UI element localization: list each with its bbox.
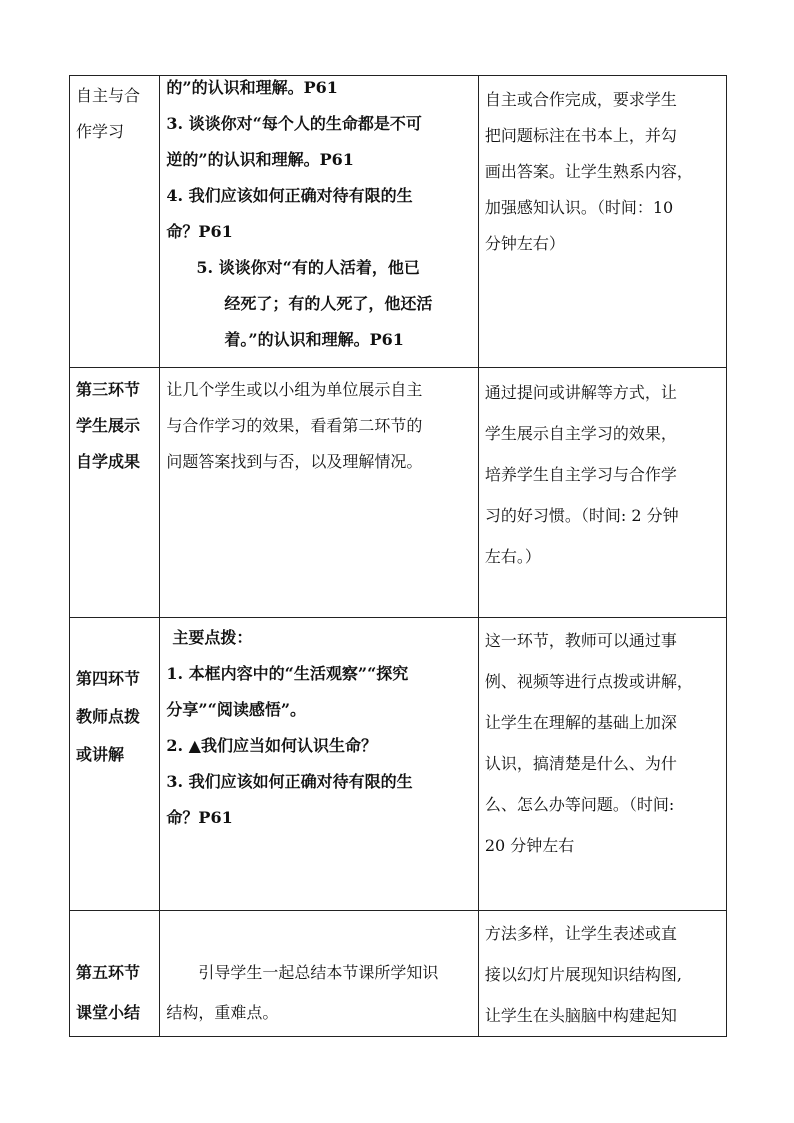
content-line: 命？P61 (166, 808, 233, 827)
row-content (160, 618, 478, 911)
note-line: 左右。） (484, 547, 541, 566)
content-line: 3. 谈谈你对“每个人的生命都是不可 (166, 114, 422, 133)
content-line: 与合作学习的效果，看看第二环节的 (166, 416, 423, 435)
row-label-line: 教师点拨 (76, 707, 141, 726)
content-line: 逆的”的认识和理解。P61 (166, 150, 354, 169)
note-line: 方法多样，让学生表述或直 (484, 924, 677, 943)
content-line: 2. ▲我们应当如何认识生命？ (166, 736, 377, 755)
note-line: 画出答案。让学生熟系内容， (484, 162, 693, 181)
row-label (70, 618, 160, 911)
row-content (160, 911, 478, 1037)
row-content (160, 76, 478, 368)
note-line: 认识，搞清楚是什么、为什 (484, 754, 677, 773)
lesson-plan-table (69, 75, 727, 1037)
content-line: 命？P61 (166, 222, 233, 241)
content-line: 分享”“阅读感悟”。 (166, 700, 307, 719)
row-label-line: 第五环节 (76, 963, 141, 982)
row-label-line: 第四环节 (76, 669, 141, 688)
content-line: 着。”的认识和理解。P61 (224, 330, 404, 349)
note-line: 让学生在头脑脑中构建起知 (484, 1006, 677, 1025)
content-line: 3. 我们应该如何正确对待有限的生 (166, 772, 413, 791)
row-label (70, 76, 160, 368)
row-note (478, 911, 726, 1037)
note-line: 接以幻灯片展现知识结构图, (484, 965, 682, 984)
row-label-line: 学生展示 (76, 416, 141, 435)
note-line: 培养学生自主学习与合作学 (484, 465, 677, 484)
note-line: 把问题标注在书本上，并勾 (484, 126, 677, 145)
row-label-line: 或讲解 (76, 745, 125, 764)
content-line: 的”的认识和理解。P61 (166, 78, 338, 97)
note-line: 么、怎么办等问题。（时间: (484, 795, 675, 814)
note-line: 自主或合作完成，要求学生 (484, 90, 677, 109)
table-row (70, 76, 727, 368)
row-label-line: 第三环节 (76, 380, 141, 399)
note-line: 通过提问或讲解等方式，让 (484, 383, 677, 402)
table-row (70, 618, 727, 911)
row-label (70, 911, 160, 1037)
row-label (70, 368, 160, 618)
content-line: 让几个学生或以小组为单位展示自主 (166, 380, 423, 399)
row-note (478, 76, 726, 368)
note-line: 学生展示自主学习的效果， (484, 424, 677, 443)
content-line: 4. 我们应该如何正确对待有限的生 (166, 186, 413, 205)
note-line: 这一环节，教师可以通过事 (484, 631, 677, 650)
content-line: 问题答案找到与否，以及理解情况。 (166, 452, 423, 471)
content-line: 5. 谈谈你对“有的人活着，他已 (196, 258, 420, 277)
row-label-line: 自学成果 (76, 452, 141, 471)
row-note (478, 368, 726, 618)
note-line: 例、视频等进行点拨或讲解， (484, 672, 693, 691)
content-line: 引导学生一起总结本节课所学知识 (198, 963, 439, 982)
row-note (478, 618, 726, 911)
note-line: 加强感知认识。（时间：10 (484, 198, 674, 217)
content-line: 1. 本框内容中的“生活观察”“探究 (166, 664, 409, 683)
note-line: 20 分钟左右 (484, 836, 575, 855)
row-label-line: 课堂小结 (76, 1003, 141, 1022)
note-line: 分钟左右） (484, 234, 565, 253)
row-content (160, 368, 478, 618)
row-label-line: 作学习 (76, 122, 125, 141)
content-line: 经死了；有的人死了，他还活 (224, 294, 433, 313)
content-line: 结构，重难点。 (166, 1003, 279, 1022)
table-row (70, 368, 727, 618)
content-line: 主要点拨： (172, 628, 253, 647)
note-line: 让学生在理解的基础上加深 (484, 713, 677, 732)
table-row (70, 911, 727, 1037)
row-label-line: 自主与合 (76, 86, 141, 105)
note-line: 习的好习惯。（时间: 2 分钟 (484, 506, 679, 525)
